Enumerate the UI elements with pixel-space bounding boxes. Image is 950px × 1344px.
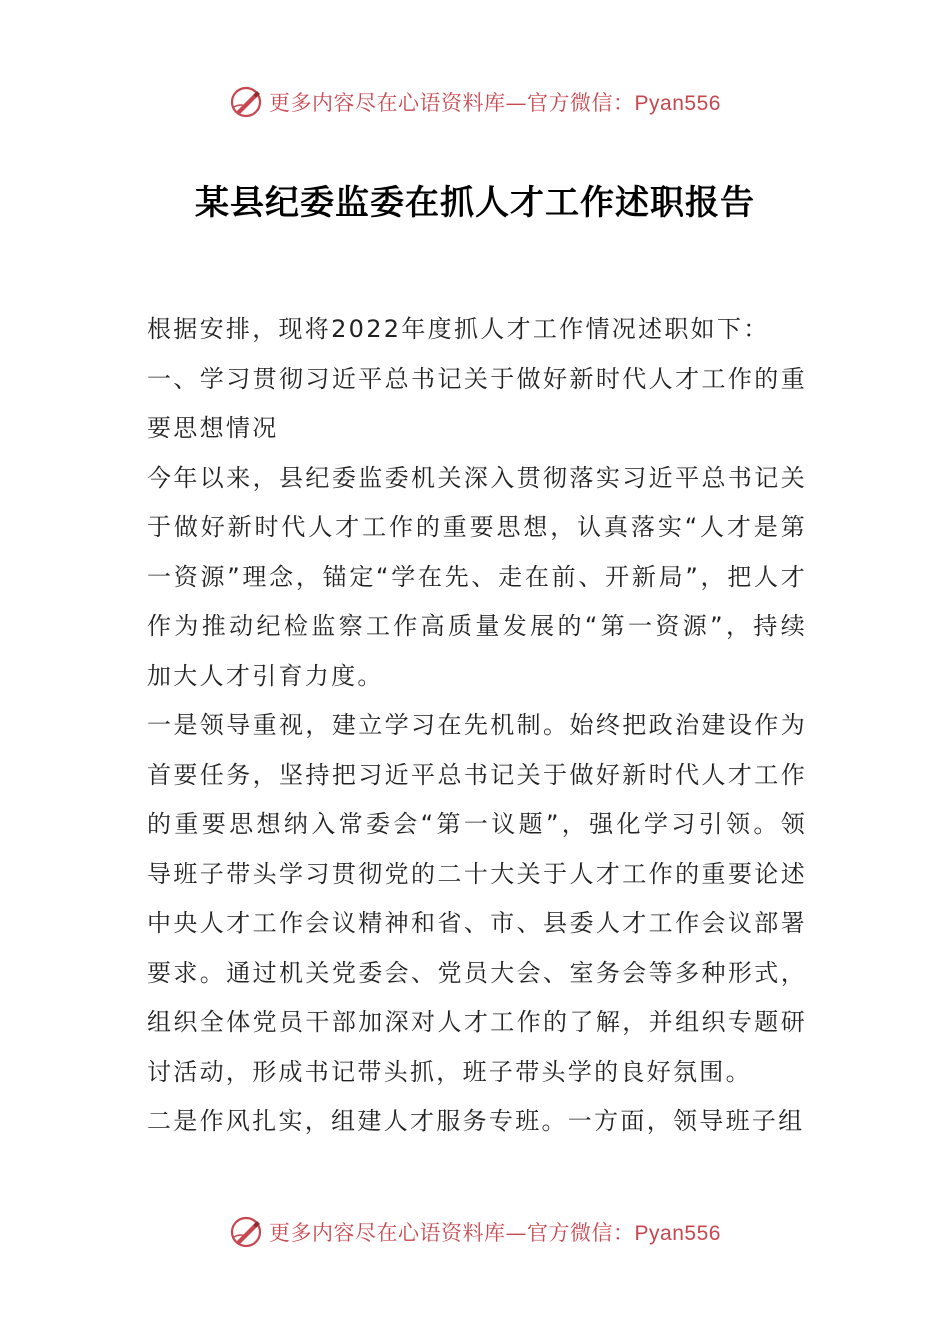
watermark-handle: Pyan556 bbox=[634, 1222, 721, 1245]
document-title: 某县纪委监委在抓人才工作述职报告 bbox=[195, 183, 755, 223]
paragraph-point-1: 一是领导重视，建立学习在先机制。始终把政治建设作为首要任务，坚持把习近平总书记关于做好新时代人才工作的重要思想纳入常委会“第一议题”，强化学习引领。领导班子带头学习贯彻党的二十大关于人才工作的重要论述中央人才工作会议精神和省、市、县委人才工作会议部署要求。通过机关党委会、党员大会、室务会等多种形式，组织全体党员干部加深对人才工作的了解，并组织专题研讨活动，形成书记带头抓，班子带头学的良好氛围。 bbox=[147, 711, 807, 1086]
watermark-text: 更多内容尽在心语资料库—官方微信：Pyan556 bbox=[269, 91, 721, 115]
paragraph-point-2: 二是作风扎实，组建人才服务专班。一方面，领导班子组 bbox=[147, 1107, 805, 1135]
header-watermark bbox=[0, 82, 950, 122]
watermark-text: 更多内容尽在心语资料库—官方微信：Pyan556 bbox=[269, 1221, 721, 1245]
footer-watermark bbox=[0, 1212, 950, 1252]
paragraph-heading-1: 一、学习贯彻习近平总书记关于做好新时代人才工作的重要思想情况 bbox=[147, 364, 807, 442]
paragraph-overview: 今年以来，县纪委监委机关深入贯彻落实习近平总书记关于做好新时代人才工作的重要思想，认真落实“人才是第一资源”理念，锚定“学在先、走在前、开新局”，把人才作为推动纪检监察工作高质量发展的“第一资源”，持续加大人才引育力度。 bbox=[147, 463, 807, 690]
document-body bbox=[147, 305, 807, 1147]
watermark-handle: Pyan556 bbox=[634, 92, 721, 115]
pen-logo-icon bbox=[229, 1215, 263, 1249]
paragraph-intro: 根据安排，现将2022年度抓人才工作情况述职如下： bbox=[147, 315, 770, 343]
pen-logo-icon bbox=[229, 85, 263, 119]
